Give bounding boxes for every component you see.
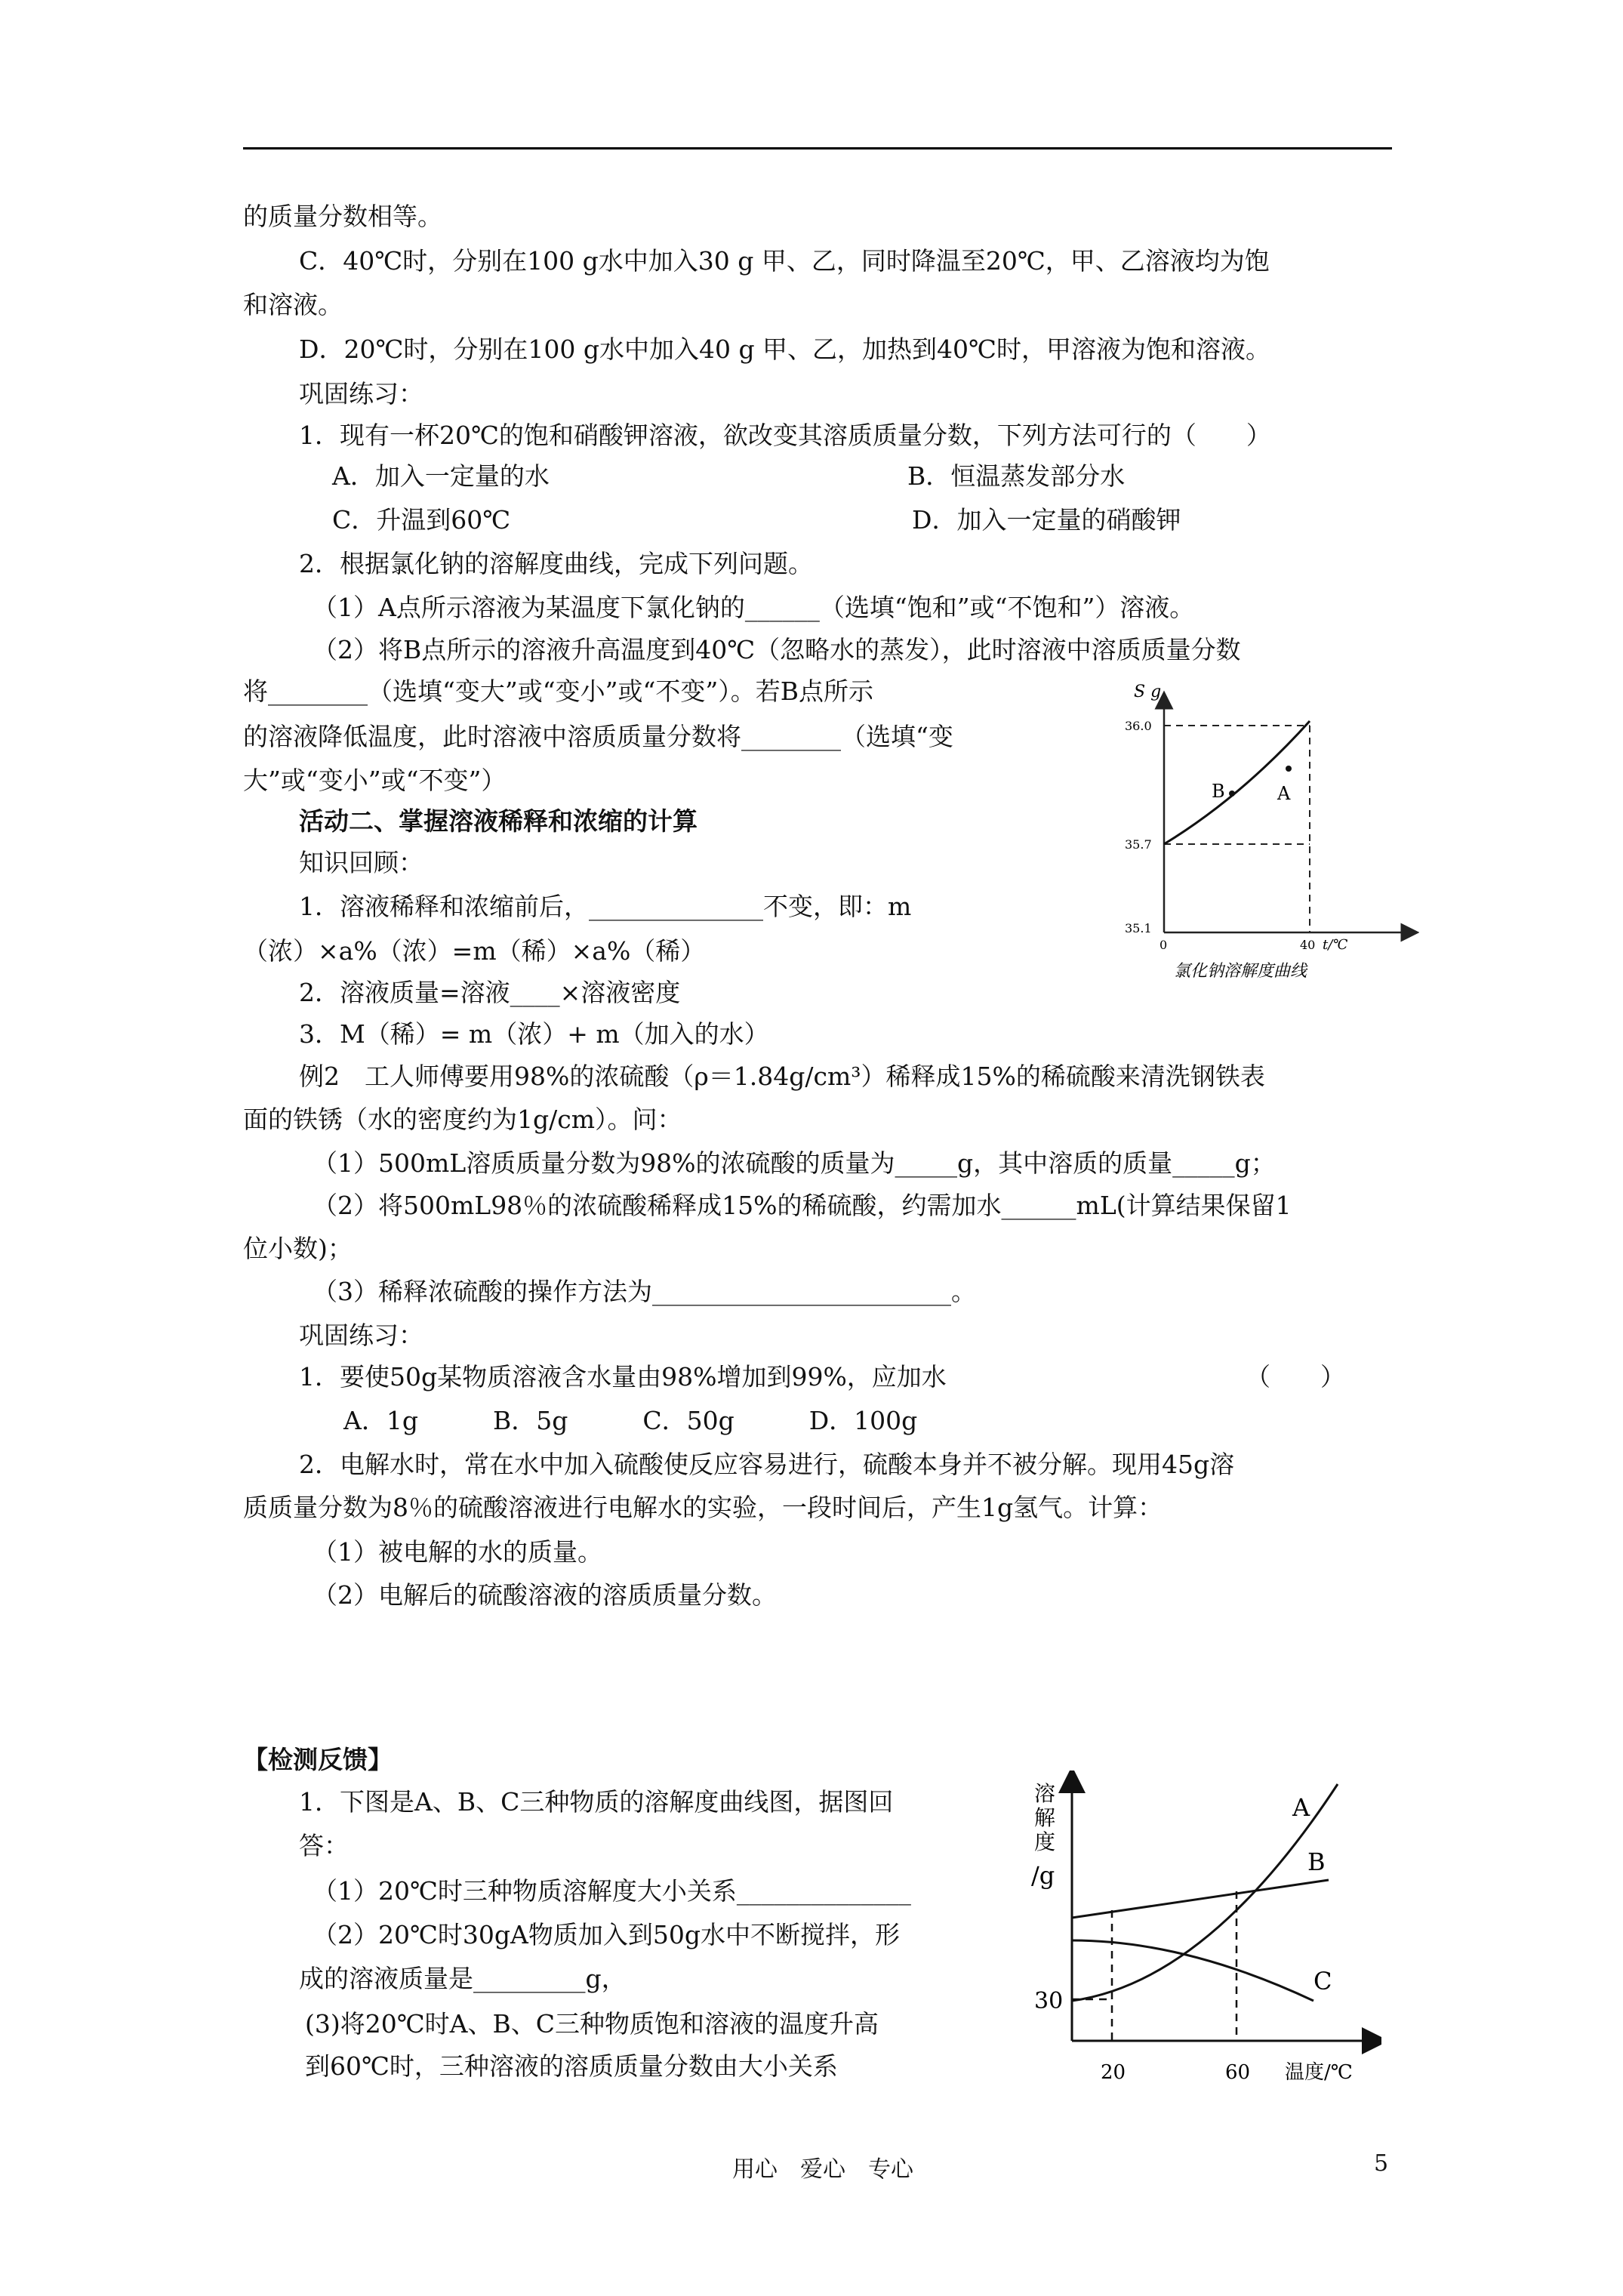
text-line: 例2 工人师傅要用98%的浓硫酸（ρ＝1.84g/cm³）稀释成15%的稀硫酸来清洗钢铁表: [299, 1062, 1265, 1091]
option-text: D．加入一定量的硝酸钾: [912, 505, 1181, 535]
point-b-dot: [1229, 791, 1235, 797]
text-line: 1．现有一杯20℃的饱和硝酸钾溶液，欲改变其溶质质量分数，下列方法可行的（ ）: [299, 421, 1271, 450]
text-line: 质质量分数为8％的硫酸溶液进行电解水的实验，一段时间后，产生1g氢气。计算：: [243, 1493, 1163, 1522]
text-line: 3．M（稀）= m（浓）+ m（加入的水）: [299, 1019, 769, 1049]
text-line: （1）A点所示溶液为某温度下氯化钠的______（选填“饱和”或“不饱和”）溶液。: [313, 593, 1195, 622]
text-line: 和溶液。: [243, 290, 343, 319]
text-line: 1．要使50g某物质溶液含水量由98%增加到99%，应加水: [299, 1362, 947, 1391]
option-text: C．升温到60℃: [332, 505, 511, 535]
text-line: 1．溶液稀释和浓缩前后，______________不变，即：m: [299, 892, 912, 921]
abc-solubility-chart: [1012, 1771, 1381, 2095]
curve-b: [1072, 1880, 1329, 1918]
header-rule: [243, 147, 1392, 149]
text-line: 大”或“变小”或“不变”）: [243, 766, 507, 795]
section-heading: 【检测反馈】: [243, 1745, 393, 1774]
text-line: 2．电解水时，常在水中加入硫酸使反应容易进行，硫酸本身并不被分解。现用45g溶: [299, 1450, 1235, 1479]
chart-caption: 氯化钠溶解度曲线: [1174, 962, 1307, 981]
x-tick-label: 60: [1225, 2061, 1251, 2084]
text-line: （1）被电解的水的质量。: [313, 1537, 602, 1567]
text-line: 到60℃时，三种溶液的溶质质量分数由大小关系: [305, 2051, 838, 2081]
y-axis-label: 解: [1034, 1805, 1056, 1830]
footer-text: 用心 爱心 专心: [732, 2156, 913, 2183]
text-line: 巩固练习：: [299, 1321, 423, 1350]
y-tick-label: 35.7: [1125, 837, 1152, 852]
option-text: A．加入一定量的水: [332, 461, 550, 491]
text-line: 的质量分数相等。: [243, 202, 442, 231]
point-a-label: A: [1277, 783, 1291, 804]
curve-a-label: A: [1292, 1793, 1310, 1822]
point-a-dot: [1286, 766, 1292, 772]
curve-b-label: B: [1307, 1848, 1326, 1876]
text-line: 2．溶液质量=溶液____×溶液密度: [299, 978, 681, 1007]
text-line: （2）将500mL98％的浓硫酸稀释成15%的稀硫酸，约需加水______mL(计算结果保留1: [313, 1191, 1292, 1220]
text-line: 位小数)；: [243, 1234, 353, 1263]
x-tick-label: 20: [1101, 2061, 1126, 2084]
section-heading: 活动二、掌握溶液稀释和浓缩的计算: [299, 806, 698, 836]
text-line: （1）500mL溶质质量分数为98%的浓硫酸的质量为_____g，其中溶质的质量_____g；: [313, 1148, 1276, 1178]
text-line: (3)将20℃时A、B、C三种物质饱和溶液的温度升高: [305, 2009, 879, 2039]
text-line: 的溶液降低温度，此时溶液中溶质质量分数将________（选填“变: [243, 722, 953, 751]
page-number: 5: [1374, 2150, 1389, 2177]
option-text: B．恒温蒸发部分水: [907, 461, 1126, 491]
point-b-label: B: [1212, 781, 1225, 802]
text-line: （2）电解后的硫酸溶液的溶质质量分数。: [313, 1580, 777, 1610]
text-line: （3）稀释浓硫酸的操作方法为________________________。: [313, 1277, 976, 1306]
y-axis-unit: /g: [1031, 1861, 1055, 1890]
text-line: C．40℃时，分别在100 g水中加入30 g 甲、乙，同时降温至20℃，甲、乙溶液均为饱: [299, 246, 1270, 276]
y-tick-label: 35.1: [1125, 921, 1152, 935]
y-tick-label: 36.0: [1125, 719, 1152, 733]
y-tick-label: 30: [1034, 1988, 1064, 2014]
text-line: （2）将B点所示的溶液升高温度到40℃（忽略水的蒸发），此时溶液中溶质质量分数: [313, 635, 1241, 664]
nacl-solubility-chart: [1102, 683, 1419, 982]
x-tick-label: 0: [1160, 938, 1168, 952]
text-line: 知识回顾：: [299, 848, 423, 877]
text-line: 面的铁锈（水的密度约为1g/cm）。问：: [243, 1105, 682, 1134]
y-axis-label: 度: [1034, 1829, 1056, 1854]
text-line: D．20℃时，分别在100 g水中加入40 g 甲、乙，加热到40℃时，甲溶液为饱和溶液。: [299, 334, 1270, 364]
text-line: 成的溶液质量是_________g，: [299, 1964, 627, 1993]
text-line: 2．根据氯化钠的溶解度曲线，完成下列问题。: [299, 549, 813, 578]
text-line: （1）20℃时三种物质溶解度大小关系______________: [313, 1876, 911, 1906]
x-tick-label: 40: [1300, 938, 1316, 952]
x-axis-label: t/℃: [1323, 937, 1348, 953]
y-axis-label: S g: [1134, 683, 1162, 701]
text-line: 答：: [299, 1831, 349, 1860]
text-line: 巩固练习：: [299, 379, 423, 408]
text-line: 1．下图是A、B、C三种物质的溶解度曲线图，据图回: [299, 1787, 894, 1817]
y-axis-label: 溶: [1034, 1781, 1056, 1806]
curve-c-label: C: [1313, 1967, 1332, 1996]
text-line: 将________（选填“变大”或“变小”或“不变”）。若B点所示: [243, 676, 873, 706]
option-text: A．1g B．5g C．50g D．100g: [343, 1406, 918, 1435]
text-line: （2）20℃时30gA物质加入到50g水中不断搅拌，形: [313, 1920, 900, 1949]
text-line: （ ）: [1246, 1362, 1345, 1391]
text-line: （浓）×a%（浓）=m（稀）×a%（稀）: [243, 936, 706, 966]
x-axis-label: 温度/℃: [1285, 2061, 1353, 2084]
